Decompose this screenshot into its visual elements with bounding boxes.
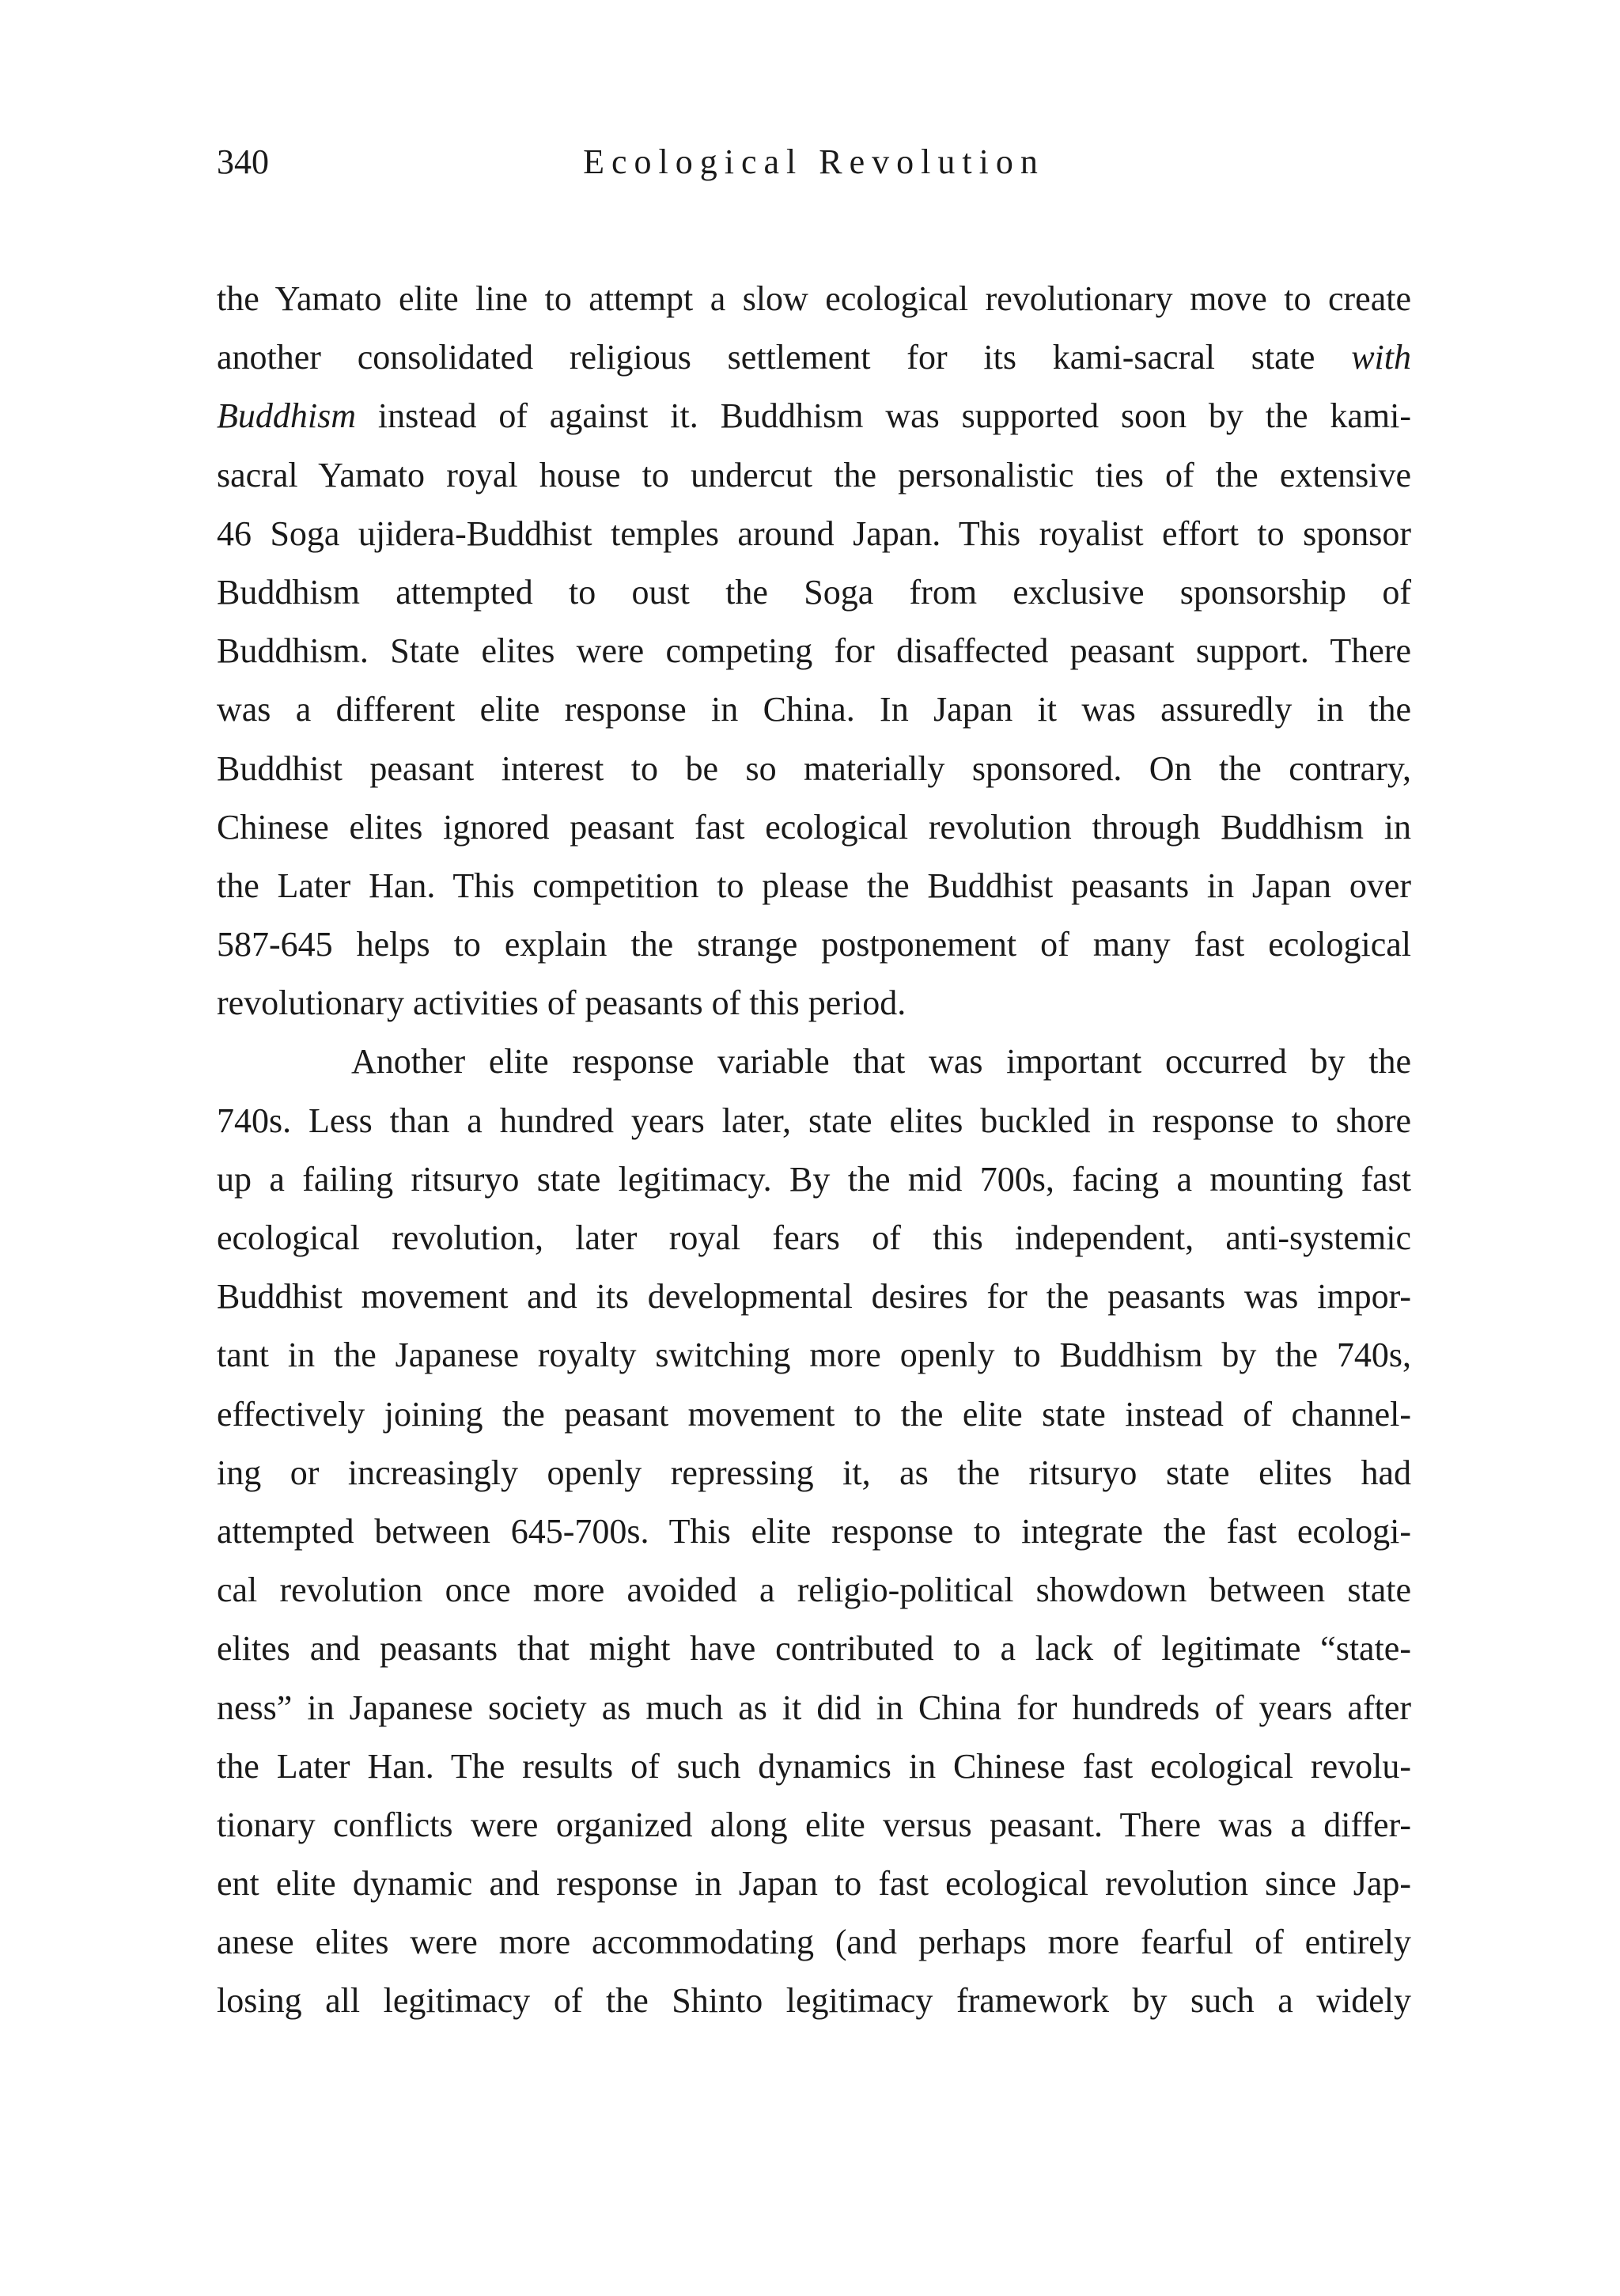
body-text xyxy=(217,270,1411,2031)
text-line: Buddhist peasant interest to be so materially sponsored. On the contrary, xyxy=(217,748,1411,788)
page-number: 340 xyxy=(217,142,269,181)
text-line: ent elite dynamic and response in Japan to fast ecological revolution since Jap- xyxy=(217,1864,1411,1904)
text-line: revolutionary activities of peasants of this period. xyxy=(217,983,907,1023)
text-line: the Later Han. The results of such dynamics in Chinese fast ecological revolu- xyxy=(217,1746,1411,1786)
text-line: elites and peasants that might have contributed to a lack of legitimate “state- xyxy=(217,1629,1411,1669)
text-line: Buddhism. State elites were competing for disaffected peasant support. There xyxy=(217,631,1411,671)
text-line: 740s. Less than a hundred years later, state elites buckled in response to shore xyxy=(217,1101,1411,1140)
text-line: the Yamato elite line to attempt a slow ecological revolutionary move to create xyxy=(217,279,1411,318)
text-line: ness” in Japanese society as much as it did in China for hundreds of years after xyxy=(217,1688,1411,1727)
text-line: was a different elite response in China. In Japan it was assuredly in the xyxy=(217,690,1411,729)
text-line: Another elite response variable that was important occurred by the xyxy=(351,1042,1411,1082)
running-title: Ecological Revolution xyxy=(583,142,1045,181)
text-line: cal revolution once more avoided a religio-political showdown between state xyxy=(217,1570,1411,1610)
text-line: Buddhist movement and its developmental desires for the peasants was impor- xyxy=(217,1277,1411,1317)
text-line: anese elites were more accommodating (and perhaps more fearful of entirely xyxy=(217,1923,1411,1962)
text-line: Chinese elites ignored peasant fast ecological revolution through Buddhism in xyxy=(217,807,1411,847)
text-line: ing or increasingly openly repressing it, as the ritsuryo state elites had xyxy=(217,1453,1411,1492)
text-line: another consolidated religious settlement for its kami-sacral state with xyxy=(217,338,1411,377)
text-line: the Later Han. This competition to please the Buddhist peasants in Japan over xyxy=(217,866,1411,905)
text-line: Buddhism attempted to oust the Soga from exclusive sponsorship of xyxy=(217,572,1411,612)
text-line: losing all legitimacy of the Shinto legitimacy framework by such a widely xyxy=(217,1981,1411,2021)
paragraph-2 xyxy=(217,1032,1411,2030)
emphasis-text: with xyxy=(1351,338,1411,377)
text-line: Buddhism instead of against it. Buddhism was supported soon by the kami- xyxy=(217,396,1411,436)
text-line: effectively joining the peasant movement to the elite state instead of channel- xyxy=(217,1394,1411,1434)
text-line: tionary conflicts were organized along elite versus peasant. There was a differ- xyxy=(217,1805,1411,1844)
running-head xyxy=(217,138,1411,186)
text-line: attempted between 645-700s. This elite response to integrate the fast ecologi- xyxy=(217,1511,1411,1551)
text-line: tant in the Japanese royalty switching more openly to Buddhism by the 740s, xyxy=(217,1336,1411,1375)
paragraph-1 xyxy=(217,270,1411,1032)
text-line: sacral Yamato royal house to undercut the personalistic ties of the extensive xyxy=(217,455,1411,494)
emphasis-text: Buddhism xyxy=(217,396,356,436)
text-line: ecological revolution, later royal fears of this independent, anti-systemic xyxy=(217,1218,1411,1257)
text-line: 46 Soga ujidera-Buddhist temples around Japan. This royalist effort to sponsor xyxy=(217,513,1411,553)
text-line: up a failing ritsuryo state legitimacy. By the mid 700s, facing a mounting fast xyxy=(217,1159,1411,1199)
text-line: 587-645 helps to explain the strange postponement of many fast ecological xyxy=(217,925,1411,964)
